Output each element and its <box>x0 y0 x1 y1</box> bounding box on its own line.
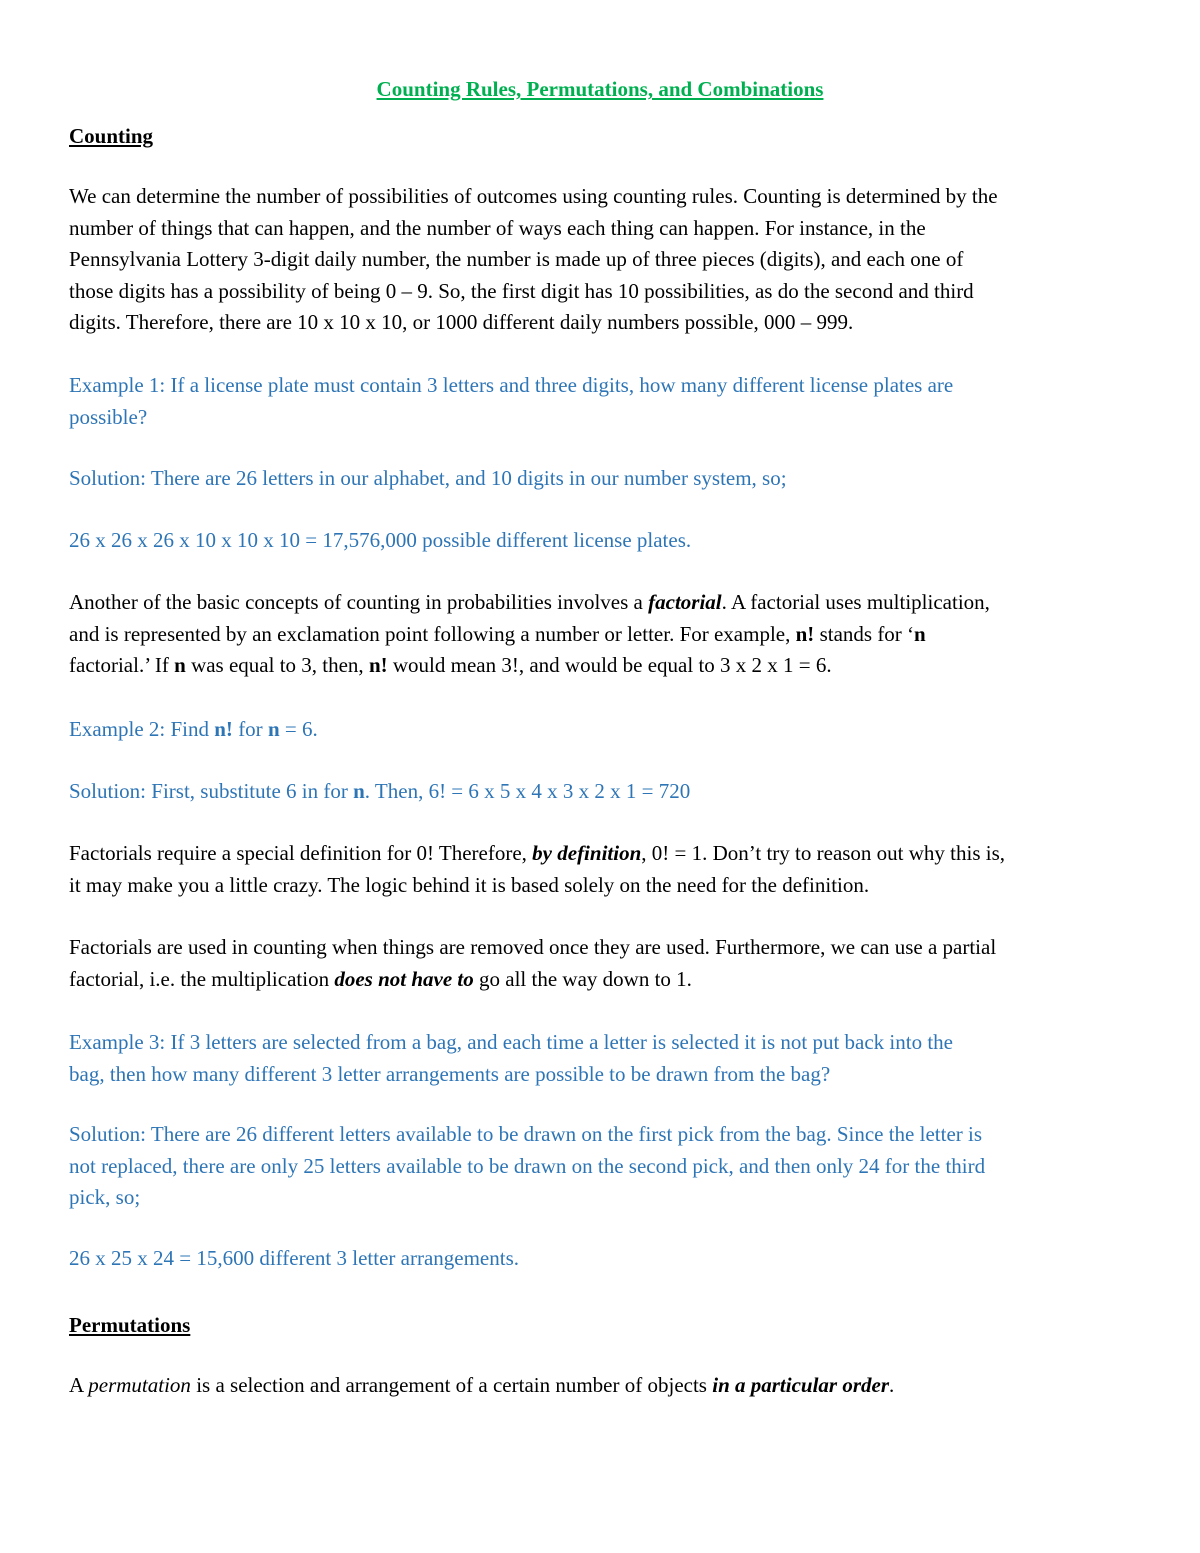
text-run: = 6. <box>279 717 318 741</box>
text-run: Factorials require a special definition for 0! Therefore, <box>69 841 533 865</box>
section-heading-permutations: Permutations <box>69 1313 191 1337</box>
term-by-definition: by definition <box>532 841 642 865</box>
result-1: 26 x 26 x 26 x 10 x 10 x 10 = 17,576,000 possible different license plates. <box>69 528 692 552</box>
zero-factorial-paragraph <box>69 838 1131 901</box>
text-line: bag, then how many different 3 letter arrangements are possible to be drawn from the bag? <box>69 1061 831 1086</box>
example-1 <box>69 370 1131 433</box>
text-line: Example 3: If 3 letters are selected from a bag, and each time a letter is selected it is not put back into the <box>69 1030 953 1054</box>
text-run: . A factorial uses multiplication, <box>721 590 990 614</box>
text-line: pick, so; <box>69 1185 141 1209</box>
symbol-n: n <box>353 779 365 803</box>
text-run: Solution: First, substitute 6 in for <box>69 779 354 803</box>
counting-intro-paragraph <box>69 181 1131 339</box>
text-line <box>69 650 1131 682</box>
text-line: Factorials are used in counting when things are removed once they are used. Furthermore, we can use a partial <box>69 935 997 959</box>
text-line <box>69 964 1131 996</box>
text-run: go all the way down to 1. <box>473 966 692 991</box>
page-title: Counting Rules, Permutations, and Combinations <box>376 77 824 101</box>
example-3 <box>69 1027 1131 1090</box>
term-does-not-have-to: does not have to <box>334 966 474 991</box>
solution-2 <box>69 776 1131 808</box>
symbol-n-factorial: n! <box>214 717 233 741</box>
symbol-n: n <box>174 653 186 677</box>
term-in-a-particular-order: in a particular order <box>712 1373 890 1397</box>
text-run: , 0! = 1. Don’t try to reason out why this is, <box>641 841 1006 865</box>
permutation-definition <box>69 1370 1131 1402</box>
text-line <box>69 838 1131 870</box>
text-run: is a selection and arrangement of a certain number of objects <box>190 1373 713 1397</box>
text-line <box>69 587 1131 619</box>
text-line: digits. Therefore, there are 10 x 10 x 10, or 1000 different daily numbers possible, 000 – 999. <box>69 310 854 334</box>
text-run: . Then, 6! = 6 x 5 x 4 x 3 x 2 x 1 = 720 <box>364 779 691 803</box>
text-line: Solution: There are 26 different letters available to be drawn on the first pick from the bag. Since the letter is <box>69 1122 983 1146</box>
symbol-n: n <box>267 717 280 741</box>
solution-3 <box>69 1119 1131 1214</box>
text-line: those digits has a possibility of being 0 – 9. So, the first digit has 10 possibilities, as do the second and third <box>69 278 974 303</box>
text-line: possible? <box>69 404 148 429</box>
text-run: factorial, i.e. the multiplication <box>69 966 335 991</box>
text-line: Pennsylvania Lottery 3-digit daily number, the number is made up of three pieces (digits), and each one of <box>69 247 964 271</box>
text-run: for <box>232 717 268 741</box>
partial-factorial-paragraph <box>69 932 1131 995</box>
text-line: it may make you a little crazy. The logic behind it is based solely on the need for the definition. <box>69 872 870 897</box>
text-run: would mean 3!, and would be equal to 3 x 2 x 1 = 6. <box>387 653 832 677</box>
symbol-n: n <box>914 621 926 646</box>
factorial-intro-paragraph <box>69 587 1131 682</box>
text-run: factorial.’ If <box>69 653 175 677</box>
result-3: 26 x 25 x 24 = 15,600 different 3 letter arrangements. <box>69 1246 520 1270</box>
text-run: A <box>69 1373 89 1397</box>
text-run: stands for ‘ <box>814 621 915 646</box>
example-2 <box>69 714 1131 746</box>
text-line: number of things that can happen, and the number of ways each thing can happen. For instance, in the <box>69 215 926 240</box>
text-run: Another of the basic concepts of counting in probabilities involves a <box>69 590 649 614</box>
text-run: Example 2: Find <box>69 717 215 741</box>
term-factorial: factorial <box>648 590 722 614</box>
solution-1: Solution: There are 26 letters in our alphabet, and 10 digits in our number system, so; <box>69 466 787 490</box>
text-run: . <box>889 1373 895 1397</box>
text-line: We can determine the number of possibilities of outcomes using counting rules. Counting is determined by the <box>69 184 998 208</box>
text-run: and is represented by an exclamation point following a number or letter. For example, <box>69 621 796 646</box>
symbol-n-factorial: n! <box>368 653 388 677</box>
term-permutation: permutation <box>88 1373 191 1397</box>
text-run: was equal to 3, then, <box>185 653 369 677</box>
text-line: not replaced, there are only 25 letters available to be drawn on the second pick, and then only 24 for the third <box>69 1153 986 1178</box>
text-line <box>69 619 1131 651</box>
section-heading-counting: Counting <box>69 124 154 148</box>
symbol-n-factorial: n! <box>795 621 815 646</box>
text-line: Example 1: If a license plate must contain 3 letters and three digits, how many different license plates are <box>69 373 954 397</box>
